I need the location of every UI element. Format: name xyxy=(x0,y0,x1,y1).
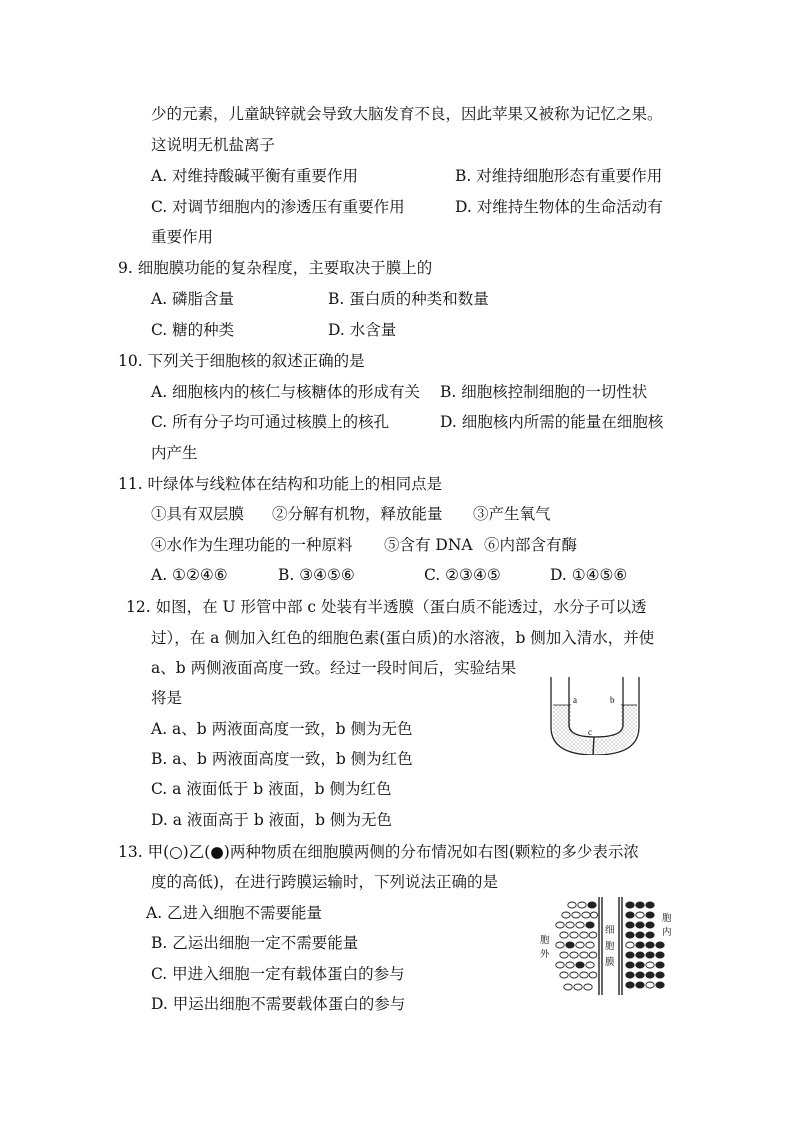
q10-option-c: C. 所有分子均可通过核膜上的核孔 xyxy=(151,413,390,431)
q12-option-b: B. a、b 两液面高度一致，b 侧为红色 xyxy=(151,750,413,768)
label-inside-1: 胞 xyxy=(662,913,672,924)
q11-item-4: ④水作为生理功能的一种原料 xyxy=(151,536,353,554)
label-membrane-3: 膜 xyxy=(605,957,615,968)
label-membrane-2: 胞 xyxy=(605,941,615,952)
q12-option-d: D. a 液面高于 b 液面，b 侧为无色 xyxy=(151,811,393,829)
q11-item-6: ⑥内部含有酶 xyxy=(484,536,578,554)
u-tube-label-b: b xyxy=(610,695,615,705)
q13-stem-line2: 度的高低)，在进行跨膜运输时，下列说法正确的是 xyxy=(151,873,499,891)
q8-option-b: B. 对维持细胞形态有重要作用 xyxy=(455,167,663,185)
q10-option-d: D. 细胞核内所需的能量在细胞核 xyxy=(440,413,664,431)
q12-option-c: C. a 液面低于 b 液面，b 侧为红色 xyxy=(151,780,392,798)
u-tube-label-a: a xyxy=(573,695,577,705)
label-outside-1: 胞 xyxy=(540,935,550,946)
q9-option-c: C. 糖的种类 xyxy=(151,321,235,339)
q12-stem-line4: 将是 xyxy=(151,689,183,707)
q13-stem-line1: 13. 甲(○)乙(●)两种物质在细胞膜两侧的分布情况如右图(颗粒的多少表示浓 xyxy=(118,843,639,861)
q13-option-d: D. 甲运出细胞不需要载体蛋白的参与 xyxy=(151,995,406,1013)
q12-option-a: A. a、b 两液面高度一致，b 侧为无色 xyxy=(151,720,413,738)
label-outside-2: 外 xyxy=(540,949,550,960)
q10-stem: 10. 下列关于细胞核的叙述正确的是 xyxy=(118,352,365,370)
q8-stem-line2: 这说明无机盐离子 xyxy=(151,136,276,154)
q11-item-5: ⑤含有 DNA xyxy=(384,536,473,554)
u-tube-label-c: c xyxy=(588,727,592,737)
q11-item-1: ①具有双层膜 xyxy=(151,505,245,523)
q9-option-a: A. 磷脂含量 xyxy=(151,290,235,308)
q8-stem-line1: 少的元素，儿童缺锌就会导致大脑发育不良，因此苹果又被称为记忆之果。 xyxy=(151,105,663,123)
q13-option-b: B. 乙运出细胞一定不需要能量 xyxy=(151,934,359,952)
label-inside-2: 内 xyxy=(662,927,672,938)
q8-option-d: D. 对维持生物体的生命活动有 xyxy=(455,198,663,216)
q13-option-a: A. 乙进入细胞不需要能量 xyxy=(146,904,323,922)
q8-option-a: A. 对维持酸碱平衡有重要作用 xyxy=(151,167,359,185)
q8-option-d-continued: 重要作用 xyxy=(151,228,214,246)
q11-option-b: B. ③④⑤⑥ xyxy=(278,566,355,584)
q12-stem-line1: 12. 如图，在 U 形管中部 c 处装有半透膜（蛋白质不能透过，水分子可以透 xyxy=(126,598,647,616)
membrane-figure xyxy=(538,895,683,1000)
u-tube-figure xyxy=(545,675,645,755)
q11-item-3: ③产生氧气 xyxy=(473,505,551,523)
q10-option-a: A. 细胞核内的核仁与核糖体的形成有关 xyxy=(151,383,421,401)
q12-stem-line2: 过），在 a 侧加入红色的细胞色素(蛋白质)的水溶液，b 侧加入清水，并使 xyxy=(151,629,655,647)
q11-option-a: A. ①②④⑥ xyxy=(151,566,228,584)
q9-stem: 9. 细胞膜功能的复杂程度，主要取决于膜上的 xyxy=(118,259,433,277)
q11-option-d: D. ①④⑤⑥ xyxy=(550,566,628,584)
q12-stem-line3: a、b 两侧液面高度一致。经过一段时间后，实验结果 xyxy=(151,659,517,677)
q11-item-2: ②分解有机物，释放能量 xyxy=(272,505,443,523)
q8-option-c: C. 对调节细胞内的渗透压有重要作用 xyxy=(151,198,405,216)
label-membrane-1: 细 xyxy=(605,925,615,936)
q13-option-c: C. 甲进入细胞一定有载体蛋白的参与 xyxy=(151,965,405,983)
q9-option-b: B. 蛋白质的种类和数量 xyxy=(328,290,489,308)
q9-option-d: D. 水含量 xyxy=(328,321,397,339)
q10-option-b: B. 细胞核控制细胞的一切性状 xyxy=(440,383,648,401)
q11-option-c: C. ②③④⑤ xyxy=(424,566,501,584)
q11-stem: 11. 叶绿体与线粒体在结构和功能上的相同点是 xyxy=(118,475,443,493)
q10-option-d-continued: 内产生 xyxy=(151,444,198,462)
